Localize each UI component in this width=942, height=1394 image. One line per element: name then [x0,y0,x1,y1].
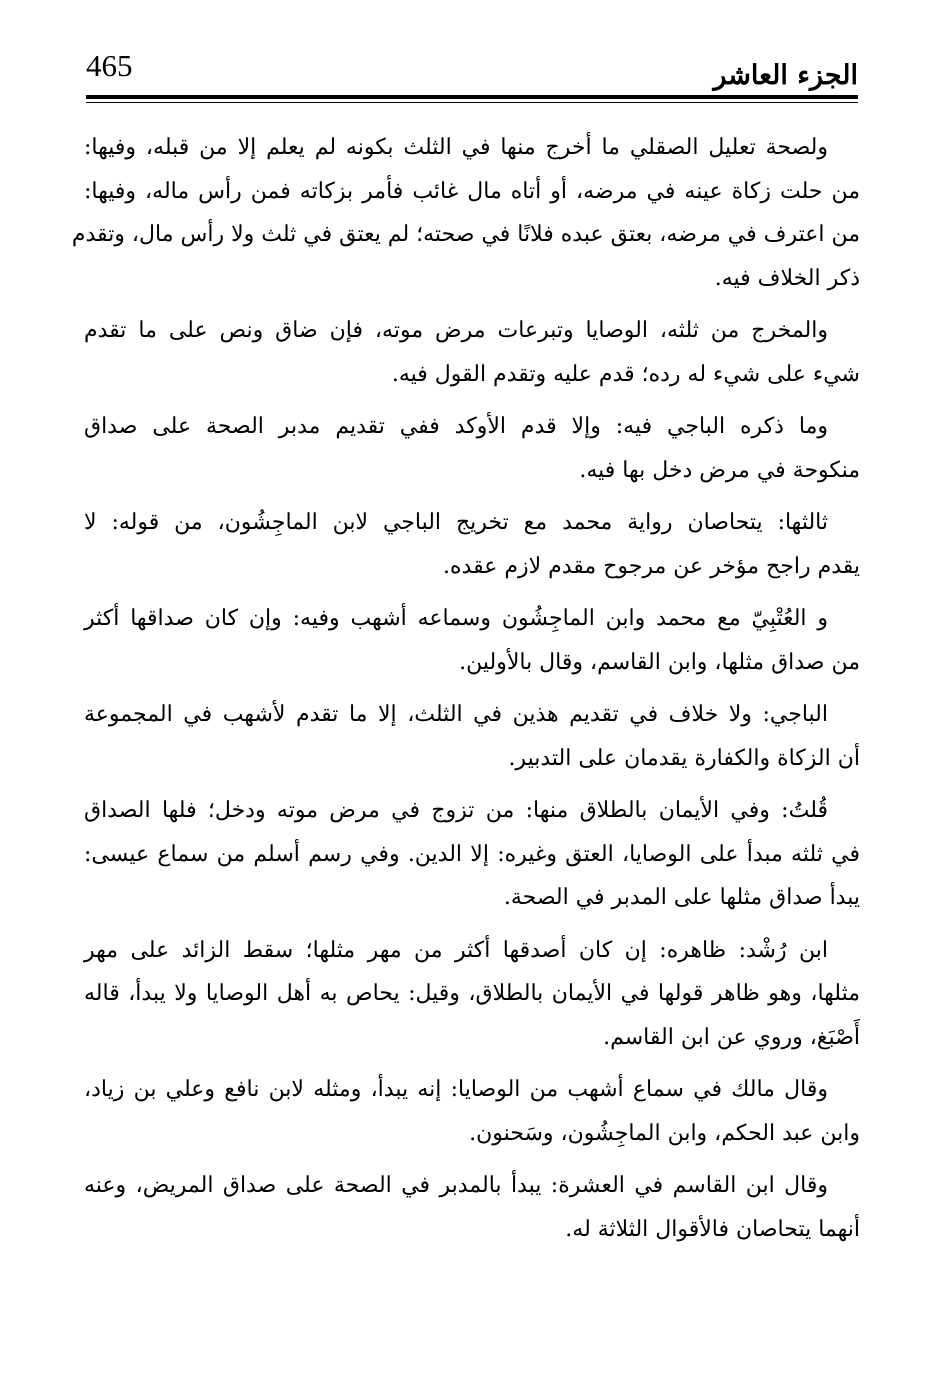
paragraph [71,126,861,300]
text-line: شيء على شيء له رده؛ قدم عليه وتقدم القول فيه. [391,361,860,387]
text-line: الباجي: ولا خلاف في تقديم هذين في الثلث، إلا ما تقدم لأشهب في المجموعة [84,702,828,727]
text-line: وقال ابن القاسم في العشرة: يبدأ بالمدبر في الصحة على صداق المريض، وعنه [84,1173,828,1198]
text-line: أنهما يتحاصان فالأقوال الثلاثة له. [565,1216,860,1242]
paragraph [84,1164,860,1251]
text-line: ثالثها: يتحاصان رواية محمد مع تخريج الباجي لابن الماجِشُون، من قوله: لا [84,510,828,535]
text-line: و العُتْبِيّ مع محمد وابن الماجِشُون وسماعه أشهب وفيه: وإن كان صداقها أكثر [84,606,828,631]
text-line: أَصْبَغ، وروي عن ابن القاسم. [603,1024,860,1050]
paragraph [84,789,860,920]
text-line: ذكر الخلاف فيه. [714,265,860,291]
text-line: يقدم راجح مؤخر عن مرجوح مقدم لازم عقده. [443,553,860,579]
paragraph [84,597,860,684]
part-title: الجزء العاشر [713,60,858,91]
paragraph [84,929,860,1060]
page-number: 465 [86,48,133,83]
paragraph [84,693,860,780]
text-line: منكوحة في مرض دخل بها فيه. [579,457,860,483]
paragraph [84,309,860,396]
page-header [86,38,858,102]
header-rule-thick [86,95,858,99]
text-line: أن الزكاة والكفارة يقدمان على التدبير. [508,745,860,771]
paragraph [84,1068,860,1155]
text-line: من حلت زكاة عينه في مرضه، أو أتاه مال غائب فأمر بزكاته فمن رأس ماله، وفيها: [84,178,861,204]
text-line: وابن عبد الحكم، وابن الماجِشُون، وسَحنون. [469,1120,860,1146]
text-line: قُلتُ: وفي الأيمان بالطلاق منها: من تزوج في مرض موته ودخل؛ فلها الصداق [84,798,828,823]
text-line: وما ذكره الباجي فيه: وإلا قدم الأوكد ففي تقديم مدبر الصحة على صداق [84,414,828,439]
text-line: ابن رُشْد: ظاهره: إن كان أصدقها أكثر من مهر مثلها؛ سقط الزائد على مهر [84,937,828,963]
text-line: مثلها، وهو ظاهر قولها في الأيمان بالطلاق، وقيل: يحاص به أهل الوصايا ولا يبدأ، قاله [84,981,860,1006]
text-line: والمخرج من ثلثه، الوصايا وتبرعات مرض موته، فإن ضاق ونص على ما تقدم [84,318,828,343]
paragraph [84,405,860,492]
text-line: في ثلثه مبدأ على الوصايا، العتق وغيره: إلا الدين. وفي رسم أسلم من سماع عيسى: [84,841,860,867]
text-line: ولصحة تعليل الصقلي ما أخرج منها في الثلث بكونه لم يعلم إلا من قبله، وفيها: [84,135,828,160]
page-body [71,126,861,1260]
text-line: وقال مالك في سماع أشهب من الوصايا: إنه يبدأ، ومثله لابن نافع وعلي بن زياد، [84,1077,828,1102]
text-line: يبدأ صداق مثلها على المدبر في الصحة. [503,885,860,910]
text-line: من صداق مثلها، وابن القاسم، وقال بالأولين. [459,649,860,675]
text-line: من اعترف في مرضه، بعتق عبده فلانًا في صحته؛ لم يعتق في ثلث ولا رأس مال، وتقدم [71,222,860,247]
header-rule-thin [86,102,858,103]
paragraph [84,501,860,588]
